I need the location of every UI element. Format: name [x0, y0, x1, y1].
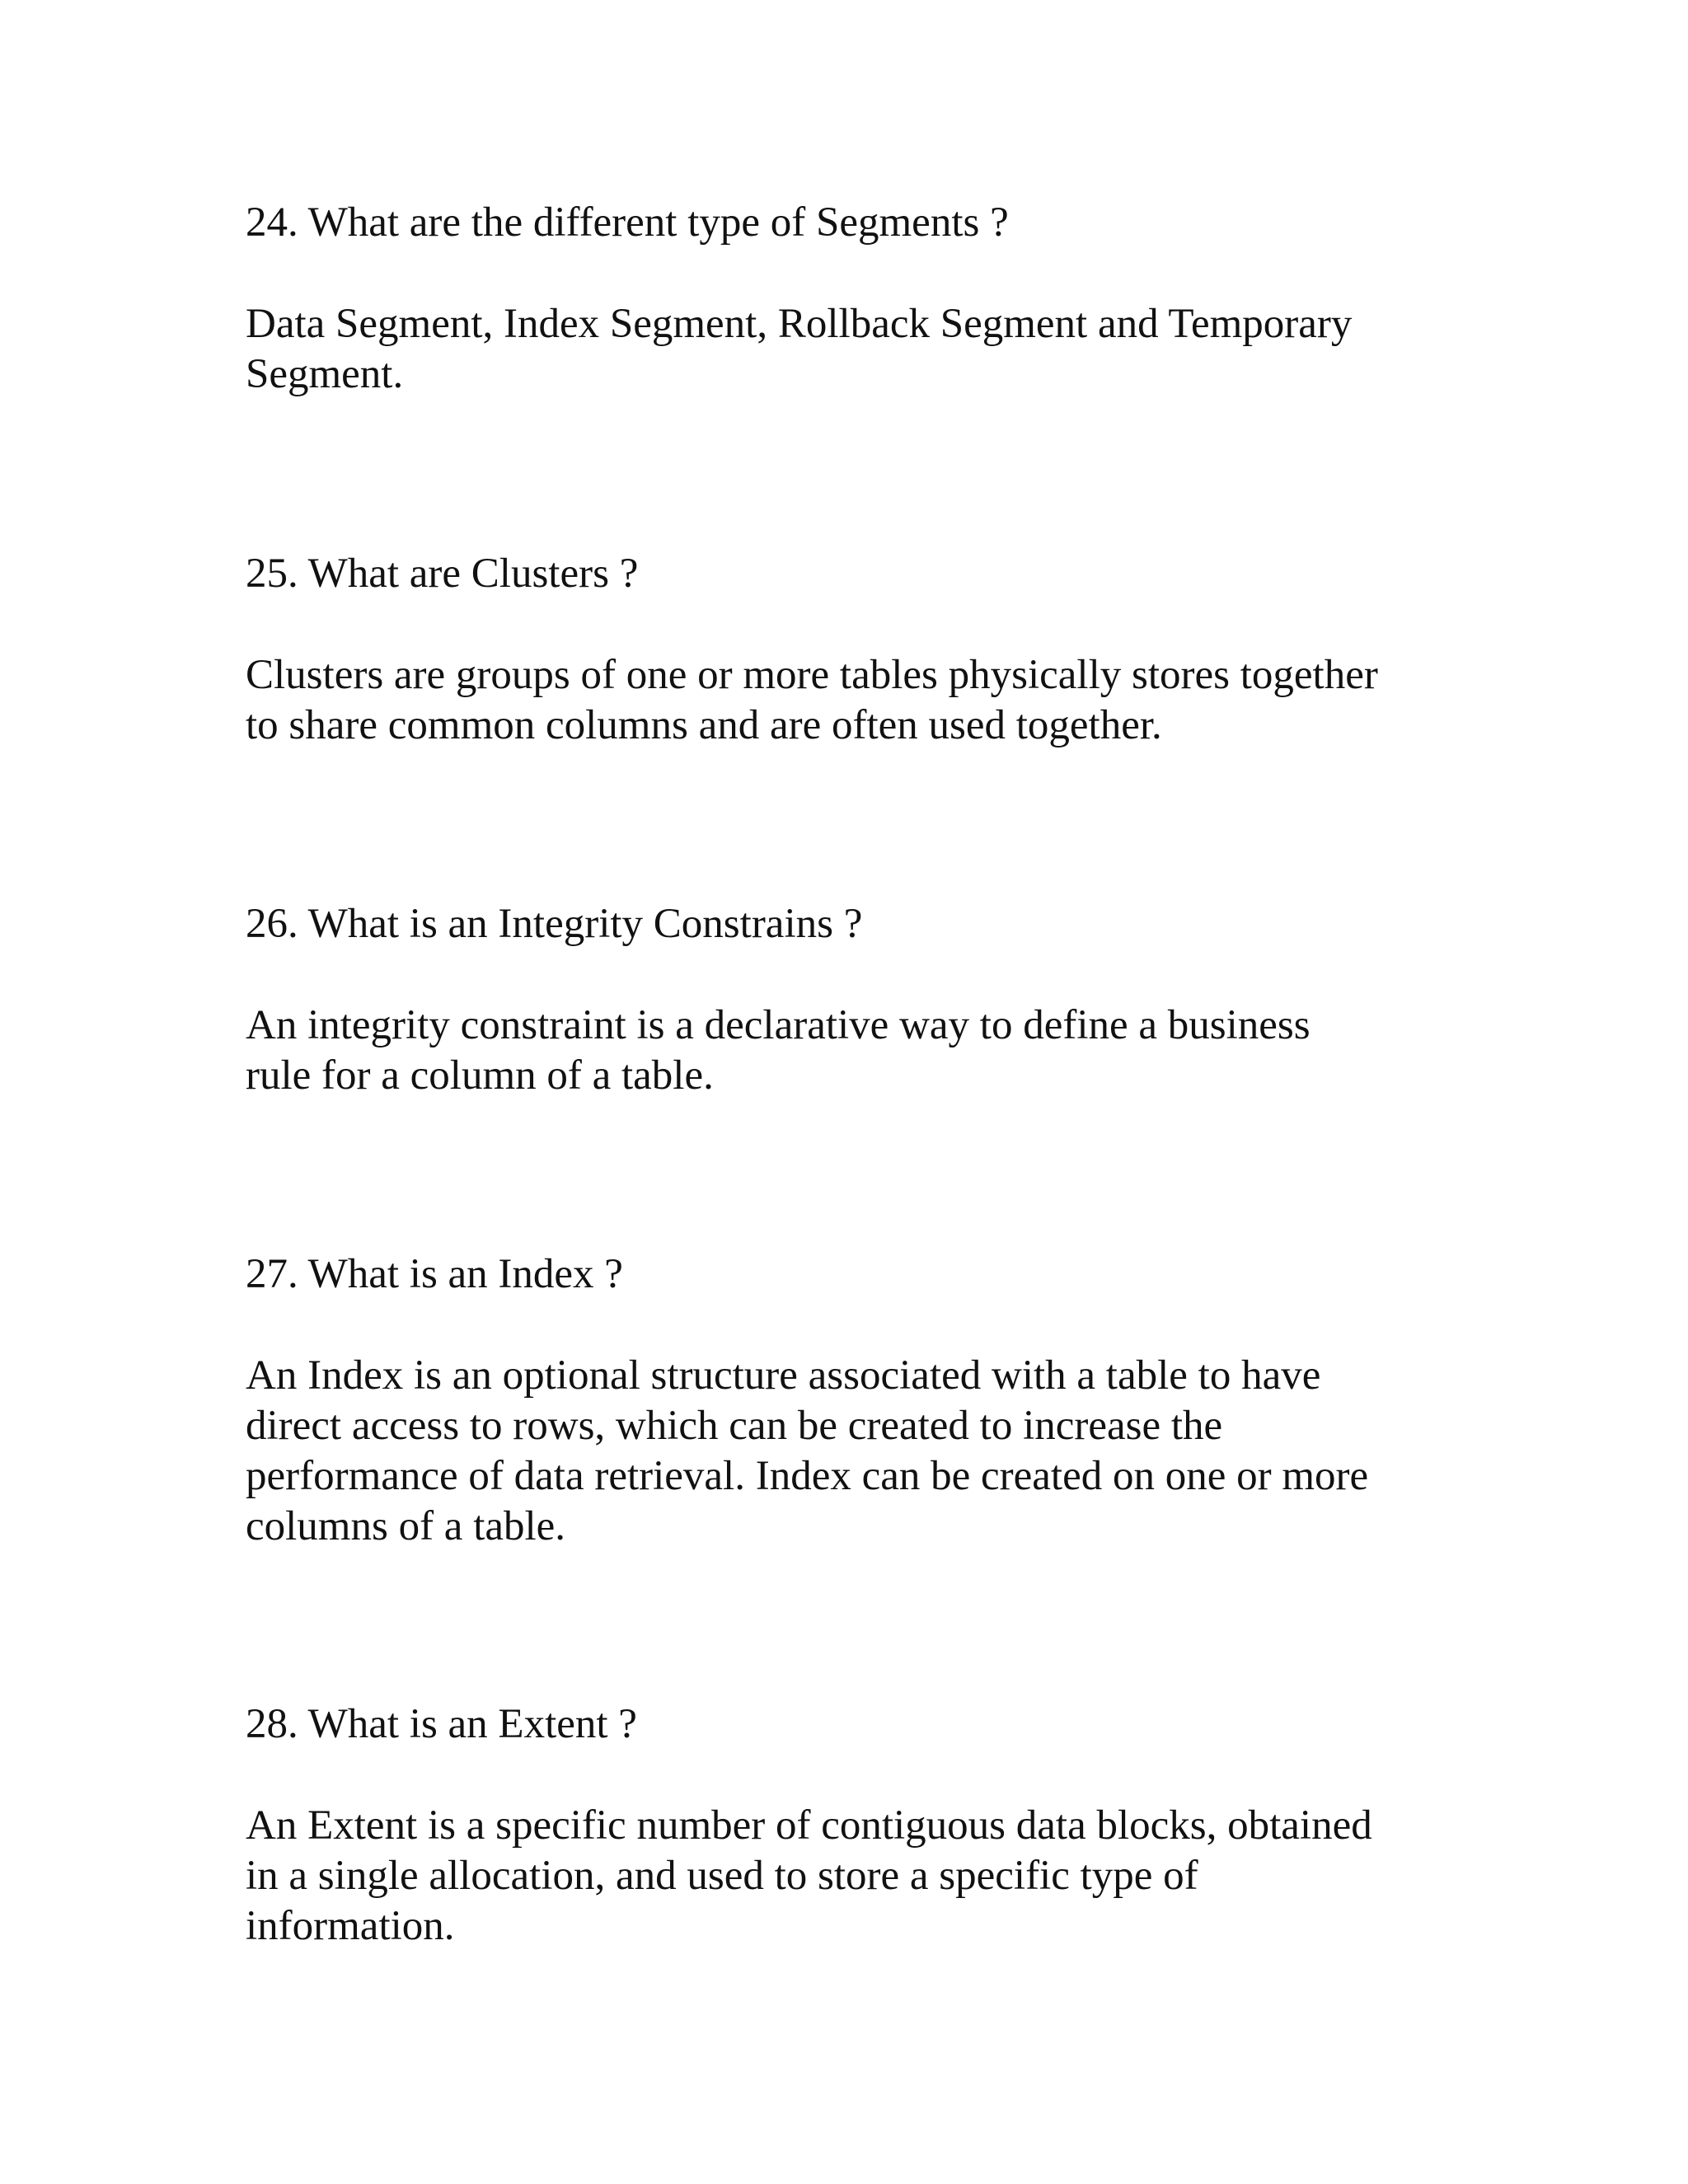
qa-item-index — [246, 1249, 1449, 1552]
qa-item-clusters — [246, 549, 1449, 751]
answer-text: Data Segment, Index Segment, Rollback Segment and Temporary Segment. — [246, 301, 1353, 397]
answer-text: An Extent is a specific number of contiguous data blocks, obtained in a single allocation, and used to store a specific type of information. — [246, 1802, 1372, 1949]
answer-text: An integrity constraint is a declarative way to define a business rule for a column of a table. — [246, 1002, 1311, 1099]
question-heading: 25. What are Clusters ? — [246, 551, 639, 597]
qa-item-segments — [246, 198, 1449, 400]
question-heading: 24. What are the different type of Segments ? — [246, 199, 1009, 246]
answer-text: An Index is an optional structure associated with a table to have direct access to rows, which can be created to increase the performance of data retrieval. Index can be created on one or more columns of a table. — [246, 1352, 1369, 1549]
qa-item-integrity-constraints — [246, 899, 1449, 1101]
question-heading: 28. What is an Extent ? — [246, 1701, 637, 1747]
qa-item-extent — [246, 1699, 1449, 1952]
question-heading: 27. What is an Index ? — [246, 1251, 623, 1297]
answer-text: Clusters are groups of one or more tables physically stores together to share common columns and are often used together. — [246, 652, 1378, 748]
question-heading: 26. What is an Integrity Constrains ? — [246, 901, 863, 947]
